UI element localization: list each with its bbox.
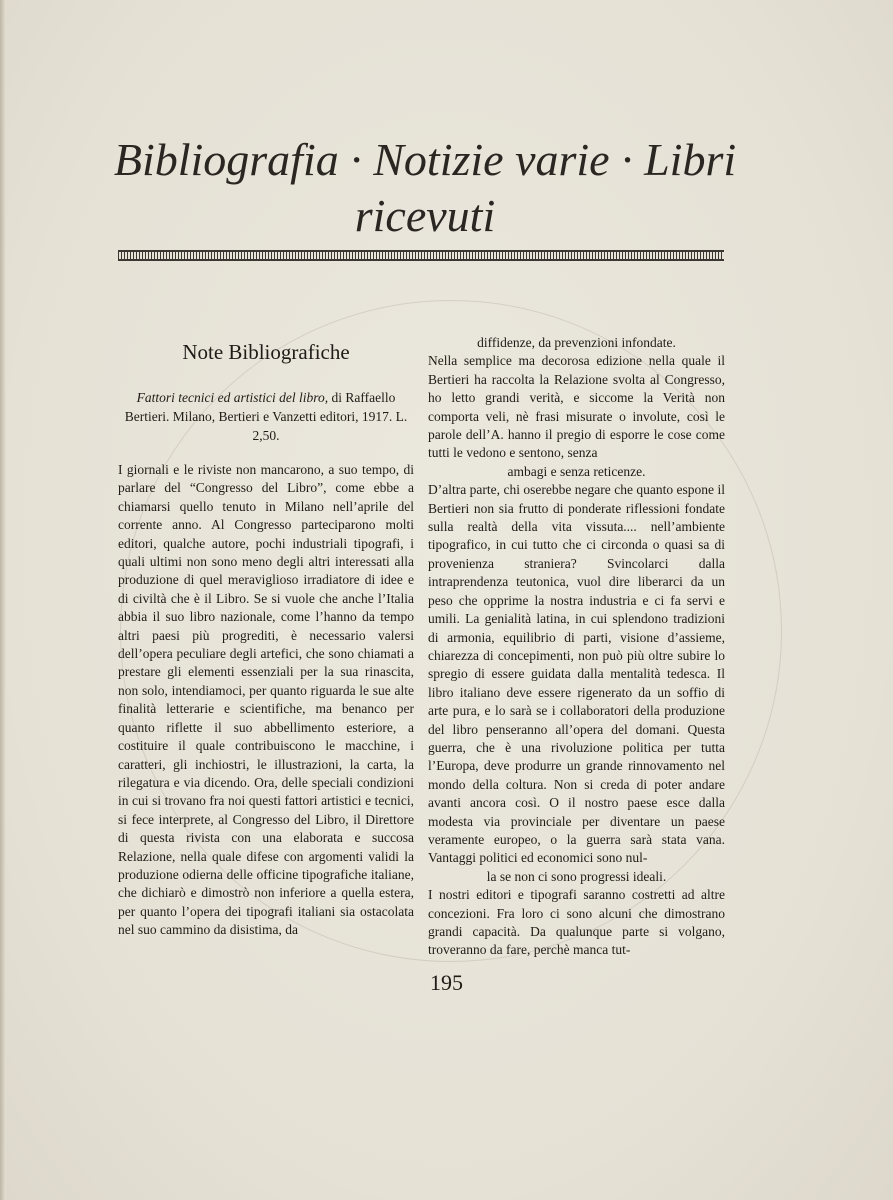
right-column — [428, 334, 725, 960]
right-paragraph-1-end: ambagi e senza reticenze. — [507, 463, 646, 479]
section-heading: Note Bibliografiche — [182, 340, 350, 364]
right-paragraph-1: Nella semplice ma decorosa edizione nella quale il Bertieri ha raccolta la Relazione svolta al Congresso, ho letto grandi verità, e siccome la Verità non comporta veli, nè frasi misurate o involute, così le parole dell’A. hanno il pregio di esporre le cose come tutti le vedono e sentono, senza — [428, 353, 725, 461]
left-paragraph: I giornali e le riviste non mancarono, a suo tempo, di parlare del “Congresso del Libro”, come ebbe a chiamarsi quello tenuto in Milano nell’aprile del corrente anno. Al Congresso parteciparono molti editori, qualche autore, pochi industriali tipografi, i quali ultimi non sono meno degli altri interessati alla produzione di quel meraviglioso irradiatore di idee e di civiltà che è il Libro. Se si vuole che anche l’Italia abbia il suo libro nazionale, come l’hanno da tempo altri paesi più progrediti, è necessario valersi dell’opera peculiare degli artefici, che sono chiamati a prestare gli elementi essenziali per la sua rinascita, non solo, intendiamoci, per quanto riguarda le sue alte finalità letterarie e scientifiche, ma benanco per quanto riflette il suo abbellimento esteriore, a costituire il quale contribuiscono le macchine, i caratteri, gli inchiostri, le illustrazioni, la carta, la rilegatura e via dicendo. Ora, delle speciali condizioni in cui si trovano fra noi questi fattori artistici e tecnici, si fece interprete, al Congresso del Libro, il Direttore di questa rivista con una elaborata e succosa Relazione, nella quale difese con argomenti validi la produzione odierna delle officine tipografiche italiane, che dichiarò e dimostrò non inferiore a quella estera, per quanto l’opera dei tipografi italiani sia ostacolata nel suo cammino da disistima, da — [118, 462, 414, 938]
page-title: Bibliografia · Notizie varie · Libri ricevuti — [113, 134, 737, 241]
right-paragraph-3: I nostri editori e tipografi saranno costretti ad altre concezioni. Fra loro ci sono alcuni che dimostrano grandi capacità. Da qualunque parte si volgano, troveranno da fare, perchè manca tut- — [428, 887, 725, 958]
right-paragraph-2: D’altra parte, chi oserebbe negare che quanto espone il Bertieri non sia frutto di ponderate riflessioni fondate sulla realtà della vita vissuta.... nell’ambiente tipografico, in cui tutto che ci circonda o quasi sa di provenienza straniera? Svincolarci dalla intraprendenza teutonica, vuol dire liberarci da un peso che opprime la nostra industria e ci fa servi e umili. La genialità latina, in cui splendono tradizioni di armonia, equilibrio di parti, visione d’assieme, chiarezza di concepimenti, non può più oltre subire lo spregio di essere guidata dalla mentalità tedesca. Il libro italiano deve essere rigenerato da un soffio di arte pura, e lo sarà se i collaboratori della produzione del libro penseranno all’opera del domani. Questa guerra, che è una rivoluzione politica per tutta l’Europa, deve produrre un grande rinnovamento nel mondo della coltura. Non si creda di poter andare avanti ancora così. O il nostro paese esce dalla modesta via provinciale per diventare un paese veramente europeo, o la guerra sarà stata vana. Vantaggi politici ed economici sono nul- — [428, 482, 725, 866]
page-number: 195 — [430, 970, 463, 995]
book-reference — [118, 388, 414, 445]
right-paragraph-2-end: la se non ci sono progressi ideali. — [486, 868, 667, 884]
book-publication: di Raffaello Bertieri. Milano, Bertieri e Vanzetti editori, 1917. L. 2,50. — [124, 390, 408, 443]
title-rule — [118, 250, 724, 261]
book-title: Fattori tecnici ed artistici del libro, — [136, 390, 329, 405]
left-column — [118, 338, 414, 940]
right-continuation: diffidenze, da prevenzioni infondate. — [477, 335, 676, 350]
page-edge — [0, 0, 6, 1200]
